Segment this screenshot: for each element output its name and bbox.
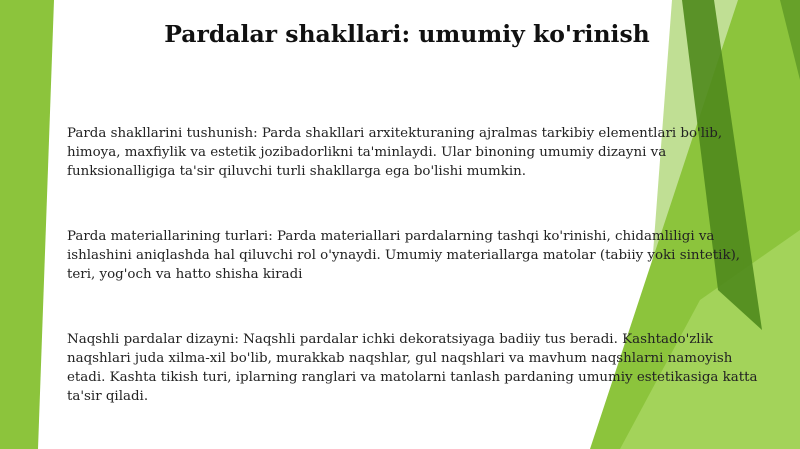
paragraph-patterns: Naqshli pardalar dizayni: Naqshli pardalar ichki dekoratsiyaga badiiy tus beradi. Kashtado'zlik naqshlari juda xilma-xil bo'lib, murakkab naqshlar, gul naqshlari va mavhum naqshlarni namoyish etadi. Kashta tikish turi, iplarning ranglari va matolarni tanlash pardaning umumiy estetikasiga katta ta'sir qiladi. — [67, 332, 758, 404]
paragraph-materials: Parda materiallarining turlari: Parda materiallari pardalarning tashqi ko'rinishi, chidamliligi va ishlashini aniqlashda hal qiluvchi rol o'ynaydi. Umumiy materiallarga matolar (tabiiy yoki sintetik), teri, yog'och va hatto shisha kiradi — [67, 229, 741, 282]
slide-title: Pardalar shakllari: umumiy ko'rinish — [164, 20, 650, 48]
left-green-strip — [0, 0, 54, 449]
paragraph-shapes: Parda shakllarini tushunish: Parda shakllari arxitekturaning ajralmas tarkibiy elementlari bo'lib, himoya, maxfiylik va estetik jozibadorlikni ta'minlaydi. Ular binoning umumiy dizayni va funksionalligiga ta'sir qiluvchi turli shakllarga ega bo'lishi mumkin. — [67, 126, 723, 179]
